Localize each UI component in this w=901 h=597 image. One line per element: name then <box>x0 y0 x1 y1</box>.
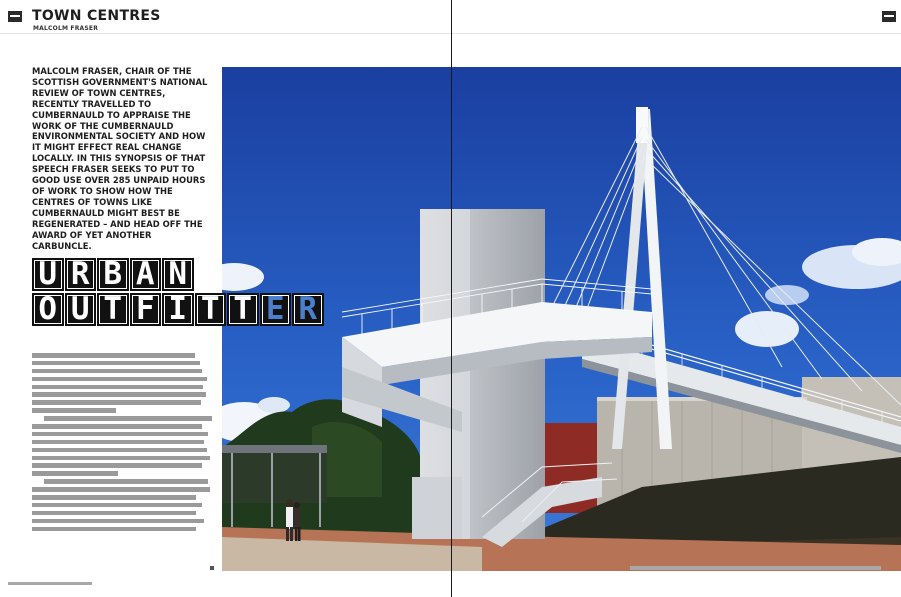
body-text-line <box>32 527 196 532</box>
body-text-line <box>32 361 200 366</box>
section-marker-icon <box>8 11 22 22</box>
body-text-line <box>32 511 196 516</box>
body-text-line <box>32 400 201 405</box>
body-text-line <box>32 424 202 429</box>
body-text-line <box>32 519 204 524</box>
folio-line <box>8 582 92 585</box>
body-text-line <box>32 385 203 390</box>
headline-letter-accent: E <box>260 293 292 326</box>
body-text-line <box>32 463 202 468</box>
headline-letter: I <box>162 293 194 326</box>
body-text-line <box>32 495 196 500</box>
body-text-line <box>44 479 208 484</box>
headline-letter: U <box>32 258 64 291</box>
body-text-line <box>32 503 202 508</box>
body-text-line <box>32 392 206 397</box>
body-text-line <box>32 456 210 461</box>
author-byline: MALCOLM FRASER <box>33 25 99 32</box>
headline-letter: A <box>130 258 162 291</box>
section-marker-icon <box>882 11 896 22</box>
body-text-line <box>32 377 207 382</box>
body-text-line <box>32 408 116 413</box>
headline-line-1 <box>32 258 325 292</box>
body-text-line <box>32 353 195 358</box>
standfirst: MALCOLM FRASER, CHAIR OF THE SCOTTISH GOVERNMENT'S NATIONAL REVIEW OF TOWN CENTRES, RECENTLY TRAVELLED TO CUMBERNAULD TO APPRAISE THE WORK OF THE CUMBERNAULD ENVIRONMENTAL SOCIETY AND HOW IT MIGHT EFFECT REAL CHANGE LOCALLY. IN THIS SYNOPSIS OF THAT SPEECH FRASER SEEKS TO PUT TO GOOD USE OVER 285 UNPAID HOURS OF WORK TO SHOW HOW THE CENTRES OF TOWNS LIKE CUMBERNAULD MIGHT BEST BE REGENERATED – AND HEAD OFF THE AWARD OF YET ANOTHER CARBUNCLE. <box>32 66 208 251</box>
headline-letter: N <box>162 258 194 291</box>
body-text-line <box>32 369 202 374</box>
headline-line-2 <box>32 293 325 327</box>
headline-letter: O <box>32 293 64 326</box>
headline-letter: F <box>130 293 162 326</box>
body-text-line <box>44 416 212 421</box>
body-text-line <box>32 471 118 476</box>
headline-letter: T <box>227 293 259 326</box>
body-text-column <box>32 353 214 534</box>
spread-gutter <box>451 0 452 597</box>
photo-caption-line <box>630 566 881 570</box>
section-title: TOWN CENTRES <box>32 8 161 24</box>
body-text-line <box>32 487 210 492</box>
body-text-line <box>32 432 208 437</box>
headline-letter-accent: R <box>292 293 324 326</box>
end-mark <box>210 566 214 570</box>
headline-letter: U <box>65 293 97 326</box>
body-text-line <box>32 448 207 453</box>
headline <box>32 258 325 328</box>
headline-letter: T <box>195 293 227 326</box>
headline-letter: T <box>97 293 129 326</box>
headline-letter: R <box>65 258 97 291</box>
body-text-line <box>32 440 204 445</box>
headline-letter: B <box>97 258 129 291</box>
